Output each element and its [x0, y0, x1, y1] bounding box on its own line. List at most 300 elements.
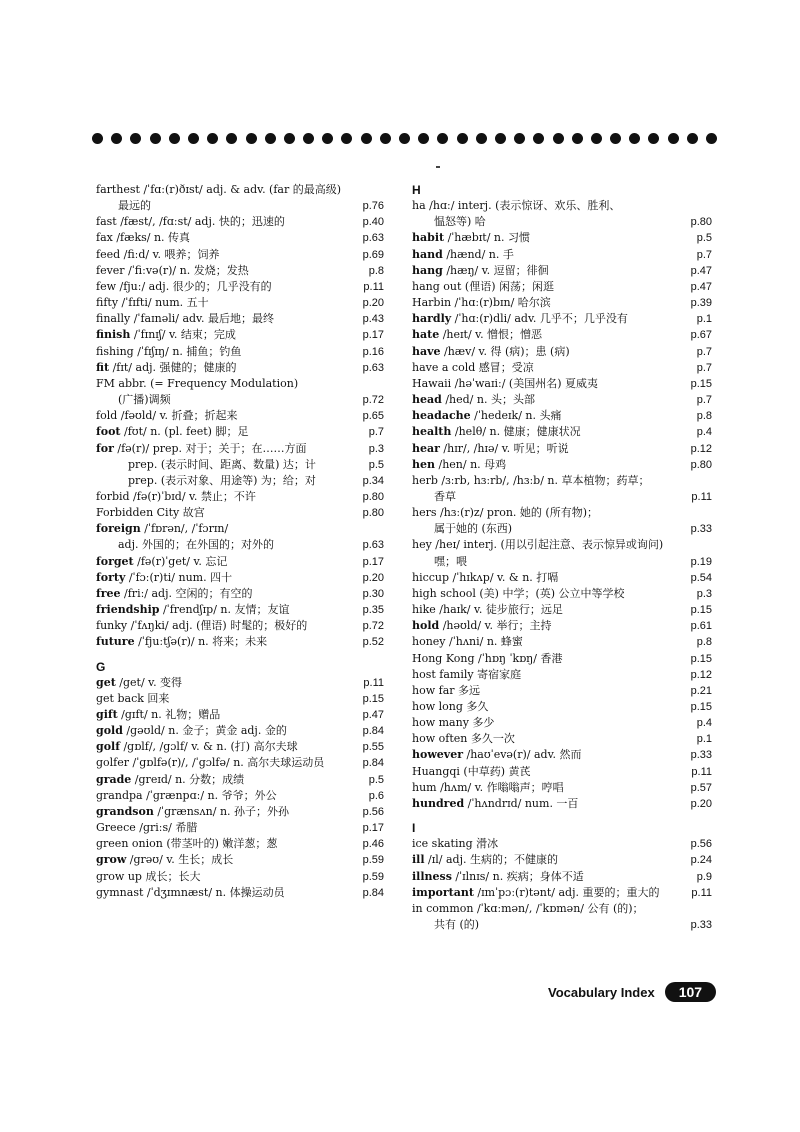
entry-text: [412, 586, 697, 602]
headword: hang: [412, 263, 443, 277]
entry-text: [96, 675, 363, 691]
index-entry: [96, 554, 384, 570]
entry-text: [96, 869, 363, 885]
entry-text: [412, 602, 691, 618]
headword: grandpa: [96, 788, 143, 802]
index-entry: [412, 699, 712, 715]
entry-text: [96, 618, 363, 634]
index-entry: [412, 424, 712, 440]
entry-text: [412, 852, 691, 868]
page-footer: [548, 982, 716, 1002]
page-ref: p.21: [690, 684, 712, 697]
definition: 愠怒等) 哈: [434, 215, 486, 229]
page-ref: p.8: [696, 410, 712, 423]
page-ref: p.20: [362, 297, 384, 310]
index-entry: [412, 489, 712, 505]
headword: foreign: [96, 522, 141, 536]
entry-text: [412, 715, 697, 731]
page-ref: p.17: [362, 822, 384, 835]
entry-text: [412, 408, 697, 424]
entry-text: [96, 457, 369, 473]
page-ref: p.56: [362, 805, 384, 818]
headword: finish: [96, 328, 131, 342]
index-entry: [96, 602, 384, 618]
headword: farthest: [96, 183, 140, 196]
page-ref: p.15: [690, 652, 712, 665]
definition: adj. 外国的；在外国的；对外的: [118, 538, 275, 552]
page-ref: p.72: [362, 620, 384, 633]
entry-text: [96, 755, 363, 771]
definition: (广播)调频: [118, 393, 171, 407]
definition: /ˈkɑːmən/, /ˈkɒmən/ 公有 (的)；: [473, 901, 644, 915]
index-entry: [96, 675, 384, 691]
dot: [265, 133, 276, 144]
definition: /fə(r)ˈget/ v. 忘记: [133, 554, 228, 568]
index-entry: [96, 537, 384, 553]
page-ref: p.1: [696, 313, 712, 326]
page-ref: p.80: [362, 507, 384, 520]
entry-text: [96, 344, 363, 360]
definition: /fiːd/ v. 喂养；饲养: [120, 247, 220, 261]
definition: /hænd/ n. 手: [442, 247, 514, 261]
page-ref: p.47: [690, 280, 712, 293]
index-entry: [412, 473, 712, 489]
definition: /ˈfaɪnəli/ adv. 最后地；最终: [130, 312, 274, 326]
definition: /hɑː/ interj. (表示惊讶、欢乐、胜利、: [425, 199, 621, 213]
dot: [495, 133, 506, 144]
entry-text: [96, 392, 363, 408]
index-entry: [96, 820, 384, 836]
index-entry: [96, 327, 384, 343]
page-ref: p.7: [696, 361, 712, 374]
entry-text: [96, 554, 363, 570]
entry-text: [96, 424, 369, 440]
headword: ha: [412, 199, 426, 213]
page-ref: p.11: [363, 676, 384, 689]
headword: golf: [96, 740, 120, 754]
dot: [399, 133, 410, 144]
definition: /haɪk/ v. 徒步旅行；远足: [435, 603, 563, 617]
entry-text: [412, 780, 691, 796]
dot: [284, 133, 295, 144]
entry-text: [96, 586, 363, 602]
section-letter: H: [412, 183, 421, 197]
headword: grandson: [96, 804, 154, 818]
index-entry: [96, 424, 384, 440]
headword: future: [96, 635, 135, 649]
page-ref: p.55: [362, 741, 384, 754]
definition: /ˈhɪkʌp/ v. & n. 打嗝: [449, 570, 559, 584]
index-entry: [412, 634, 712, 650]
page-ref: p.47: [362, 709, 384, 721]
page-ref: p.72: [362, 394, 384, 407]
index-entry: [412, 457, 712, 473]
definition: 回来: [143, 691, 170, 705]
definition: /hʌm/ v. 作嗡嗡声；哼唱: [436, 780, 564, 794]
dot: [92, 133, 103, 144]
definition: 多远: [454, 683, 481, 697]
index-entry: [96, 344, 384, 360]
index-entry: [412, 731, 712, 747]
definition: /ˈfɪʃɪŋ/ n. 捕鱼；钓鱼: [133, 344, 242, 358]
headword: grow: [96, 853, 127, 867]
index-entry: [412, 715, 712, 731]
page-number-badge: 107: [665, 982, 716, 1002]
page-ref: p.80: [690, 216, 712, 229]
page-ref: p.1: [696, 733, 712, 746]
index-entry: [96, 869, 384, 885]
dot: [303, 133, 314, 144]
index-entry: [96, 739, 384, 755]
entry-text: [412, 683, 691, 699]
headword: hum: [412, 780, 437, 794]
entry-text: [412, 327, 691, 343]
definition: prep. (表示时间、距离、数量) 达；计: [128, 457, 316, 471]
definition: 多少: [468, 716, 495, 730]
entry-text: [412, 457, 691, 473]
headword: head: [412, 393, 442, 407]
definition: /fəʊld/ v. 折叠；折起来: [117, 409, 238, 423]
dot: [533, 133, 544, 144]
page-ref: p.4: [696, 717, 712, 730]
page-ref: p.11: [363, 280, 384, 293]
headword: gift: [96, 708, 118, 721]
index-entry: [96, 408, 384, 424]
headword: habit: [412, 231, 445, 245]
index-entry: [412, 537, 712, 553]
dot: [648, 133, 659, 144]
page-ref: p.4: [696, 426, 712, 439]
entry-text: [412, 230, 697, 246]
entry-text: [96, 691, 363, 707]
index-entry: [412, 885, 712, 901]
index-entry: [412, 869, 712, 885]
stray-mark: [436, 166, 440, 168]
dot: [341, 133, 352, 144]
definition: 寄宿家庭: [473, 667, 522, 681]
index-entry: [96, 473, 384, 489]
headword: high school: [412, 586, 476, 600]
definition: 共有 (的): [434, 918, 480, 932]
definition: /ˈhʌni/ n. 蜂蜜: [445, 635, 523, 649]
entry-text: [412, 917, 691, 933]
page-ref: p.33: [690, 919, 712, 932]
index-entry: [412, 247, 712, 263]
entry-text: [412, 279, 691, 295]
dot: [380, 133, 391, 144]
dot: [572, 133, 583, 144]
index-entry: [96, 230, 384, 246]
definition: 香草: [434, 489, 456, 503]
page-ref: p.57: [690, 781, 712, 794]
headword: have: [412, 344, 441, 358]
headword: Harbin: [412, 296, 452, 310]
entry-text: [412, 360, 697, 376]
dot: [476, 133, 487, 144]
headword: forty: [96, 570, 126, 584]
entry-text: [412, 295, 691, 311]
definition: /ˈfɒrən/, /ˈfɔrɪn/: [140, 522, 229, 536]
index-entry: [412, 747, 712, 763]
index-entry: [412, 376, 712, 392]
definition: /hæv/ v. 得 (病)；患 (病): [440, 344, 570, 358]
entry-text: [96, 521, 384, 537]
index-entry: [96, 788, 384, 804]
page-ref: p.3: [696, 587, 712, 600]
entry-text: [96, 788, 369, 804]
entry-text: [412, 554, 691, 570]
definition: /grəʊ/ v. 生长；成长: [126, 853, 234, 867]
index-entry: [96, 214, 384, 230]
entry-text: [96, 182, 384, 198]
headword: hen: [412, 457, 435, 471]
page-ref: p.33: [690, 523, 712, 536]
entry-text: [96, 295, 363, 311]
entry-text: [412, 901, 712, 917]
page-ref: p.19: [690, 555, 712, 568]
index-entry: [96, 570, 384, 586]
page-ref: p.7: [696, 394, 712, 407]
definition: /heɪt/ v. 憎恨；憎恶: [439, 328, 543, 342]
entry-text: [96, 263, 369, 279]
page-ref: p.65: [362, 410, 384, 423]
index-entry: [96, 360, 384, 376]
entry-text: [96, 537, 363, 553]
index-entry: [412, 764, 712, 780]
dot: [207, 133, 218, 144]
entry-text: [96, 570, 363, 586]
headword: funky: [96, 619, 128, 633]
index-entry: [412, 683, 712, 699]
dot: [437, 133, 448, 144]
page-ref: p.47: [690, 264, 712, 277]
index-entry: [412, 441, 712, 457]
page-ref: p.8: [696, 636, 712, 649]
headword: fit: [96, 360, 110, 374]
entry-text: [96, 723, 363, 739]
page-ref: p.56: [690, 838, 712, 851]
definition: /ˈhɒŋ ˈkɒŋ/ 香港: [474, 651, 563, 665]
dot: [322, 133, 333, 144]
definition: /ˈdʒɪmnæst/ n. 体操运动员: [143, 885, 285, 899]
entry-text: [96, 408, 363, 424]
headword: headache: [412, 409, 471, 423]
headword: Forbidden City: [96, 506, 180, 520]
index-entry: [96, 586, 384, 602]
page-ref: p.63: [362, 361, 384, 374]
definition: /friː/ adj. 空闲的；有空的: [120, 586, 253, 600]
index-entry: [96, 885, 384, 901]
index-entry: [412, 554, 712, 570]
definition: /ˈfiːvə(r)/ n. 发烧；发热: [124, 263, 249, 277]
definition: 嘿；喂: [434, 554, 467, 568]
entry-text: [96, 804, 363, 820]
definition: /ˈgɒlfə(r)/, /ˈgɔlfə/ n. 高尔夫球运动员: [129, 756, 325, 770]
page-ref: p.15: [362, 692, 384, 705]
headword: fast: [96, 215, 117, 229]
definition: /get/ v. 变得: [115, 675, 183, 689]
index-entry: [412, 521, 712, 537]
index-entry: [412, 901, 712, 917]
entry-text: [96, 473, 363, 489]
index-entry: [96, 392, 384, 408]
definition: /helθ/ n. 健康；健康状况: [451, 425, 581, 439]
definition: /hed/ n. 头；头部: [441, 393, 535, 407]
page-ref: p.9: [696, 870, 712, 883]
entry-text: [412, 836, 691, 852]
definition: 感冒；受凉: [475, 360, 534, 374]
page-ref: p.11: [691, 886, 712, 899]
headword: hold: [412, 619, 440, 633]
definition: /həʊld/ v. 举行；主持: [439, 619, 552, 633]
definition: /fæst/, /fɑːst/ adj. 快的；迅速的: [116, 215, 285, 229]
dot: [130, 133, 141, 144]
index-entry: [412, 344, 712, 360]
headword: fifty: [96, 296, 119, 310]
entry-text: [412, 699, 691, 715]
entry-text: [96, 489, 363, 505]
definition: /ɜːrb, hɜːrb/, /hɜːb/ n. 草本植物；药草；: [437, 473, 650, 487]
definition: abbr. (= Frequency Modulation): [114, 376, 299, 390]
entry-text: [412, 537, 712, 553]
dot: [418, 133, 429, 144]
page-ref: p.35: [362, 604, 384, 617]
page-ref: p.3: [368, 442, 384, 455]
headword: fishing: [96, 344, 134, 358]
index-entry: [412, 360, 712, 376]
index-entry: [412, 279, 712, 295]
page-ref: p.5: [696, 232, 712, 245]
headword: Greece: [96, 821, 136, 835]
page-ref: p.46: [362, 838, 384, 851]
page-ref: p.39: [690, 297, 712, 310]
definition: /ˈhɑː(r)bɪn/ 哈尔滨: [451, 296, 551, 310]
page-ref: p.17: [362, 555, 384, 568]
headword: grade: [96, 772, 132, 786]
headword: hers: [412, 506, 437, 520]
entry-text: [96, 602, 363, 618]
entry-text: [96, 441, 369, 457]
headword: golfer: [96, 756, 130, 770]
entry-text: [96, 279, 363, 295]
headword: gold: [96, 724, 123, 738]
headword: hardly: [412, 312, 452, 326]
entry-text: [96, 772, 369, 788]
entry-text: [96, 247, 363, 263]
page-ref: p.8: [368, 264, 384, 277]
definition: /ɪmˈpɔː(r)tənt/ adj. 重要的；重大的: [473, 885, 660, 899]
index-entry: [412, 408, 712, 424]
definition: /ˈfɪnɪʃ/ v. 结束；完成: [130, 328, 236, 342]
page-ref: p.63: [362, 232, 384, 245]
section-label: Vocabulary Index: [548, 984, 655, 1000]
page-ref: p.34: [362, 474, 384, 487]
definition: /fæks/ n. 传真: [112, 231, 191, 245]
headword: green onion: [96, 837, 163, 851]
definition: 多久: [462, 700, 489, 713]
definition: (带茎叶的) 嫩洋葱；葱: [162, 837, 278, 851]
entry-text: [412, 618, 691, 634]
headword: hike: [412, 603, 436, 617]
headword: feed: [96, 247, 121, 261]
page-ref: p.33: [690, 749, 712, 762]
headword: how many: [412, 716, 469, 730]
dot: [150, 133, 161, 144]
dot: [188, 133, 199, 144]
headword: free: [96, 586, 121, 600]
headword: host family: [412, 667, 474, 681]
page-ref: p.84: [362, 725, 384, 738]
page-ref: p.12: [690, 442, 712, 455]
index-entry: [96, 198, 384, 214]
index-entry: [412, 311, 712, 327]
entry-text: [412, 424, 697, 440]
headword: forget: [96, 554, 134, 568]
index-entry: [96, 804, 384, 820]
index-entry: [96, 836, 384, 852]
index-entry: [96, 618, 384, 634]
index-entry: [412, 230, 712, 246]
entry-text: [412, 247, 697, 263]
dot: [668, 133, 679, 144]
index-entry: [96, 723, 384, 739]
definition: 成长；长大: [141, 869, 201, 883]
index-entry: [412, 392, 712, 408]
dot: [610, 133, 621, 144]
definition: /ˈfɪfti/ num. 五十: [118, 296, 209, 310]
index-entry: [412, 214, 712, 230]
entry-text: [96, 230, 363, 246]
headword: finally: [96, 312, 131, 326]
headword: have a cold: [412, 360, 476, 374]
headword: get back: [96, 691, 144, 705]
headword: how long: [412, 700, 463, 713]
headword: how far: [412, 683, 455, 697]
headword: honey: [412, 635, 446, 649]
entry-text: [96, 198, 363, 214]
entry-text: [96, 836, 363, 852]
index-entry: [96, 263, 384, 279]
definition: /hɪr/, /hɪə/ v. 听见；听说: [439, 441, 569, 455]
headword: health: [412, 425, 452, 439]
page-ref: p.15: [690, 604, 712, 617]
page-ref: p.40: [362, 216, 384, 229]
entry-text: [412, 521, 691, 537]
headword: hiccup: [412, 570, 450, 584]
page-ref: p.17: [362, 329, 384, 342]
dot: [629, 133, 640, 144]
index-entry: [96, 634, 384, 650]
headword: however: [412, 748, 463, 762]
page-ref: p.30: [362, 587, 384, 600]
definition: 故宫: [179, 506, 205, 520]
index-entry: [412, 327, 712, 343]
definition: /hen/ n. 母鸡: [435, 457, 507, 471]
index-entry: [412, 586, 712, 602]
definition: /həˈwaɪiː/ (美国州名) 夏威夷: [451, 376, 598, 390]
section-gap: [412, 812, 712, 820]
definition: /heɪ/ interj. (用以引起注意、表示惊异或询问): [431, 538, 664, 552]
index-entry: [96, 505, 384, 521]
index-entry: [96, 521, 384, 537]
headword: Huangqi: [412, 764, 460, 778]
headword: hundred: [412, 796, 465, 810]
headword: FM: [96, 376, 115, 390]
section-gap: [96, 651, 384, 659]
headword: herb: [412, 473, 438, 487]
dot: [226, 133, 237, 144]
page-ref: p.63: [362, 539, 384, 552]
